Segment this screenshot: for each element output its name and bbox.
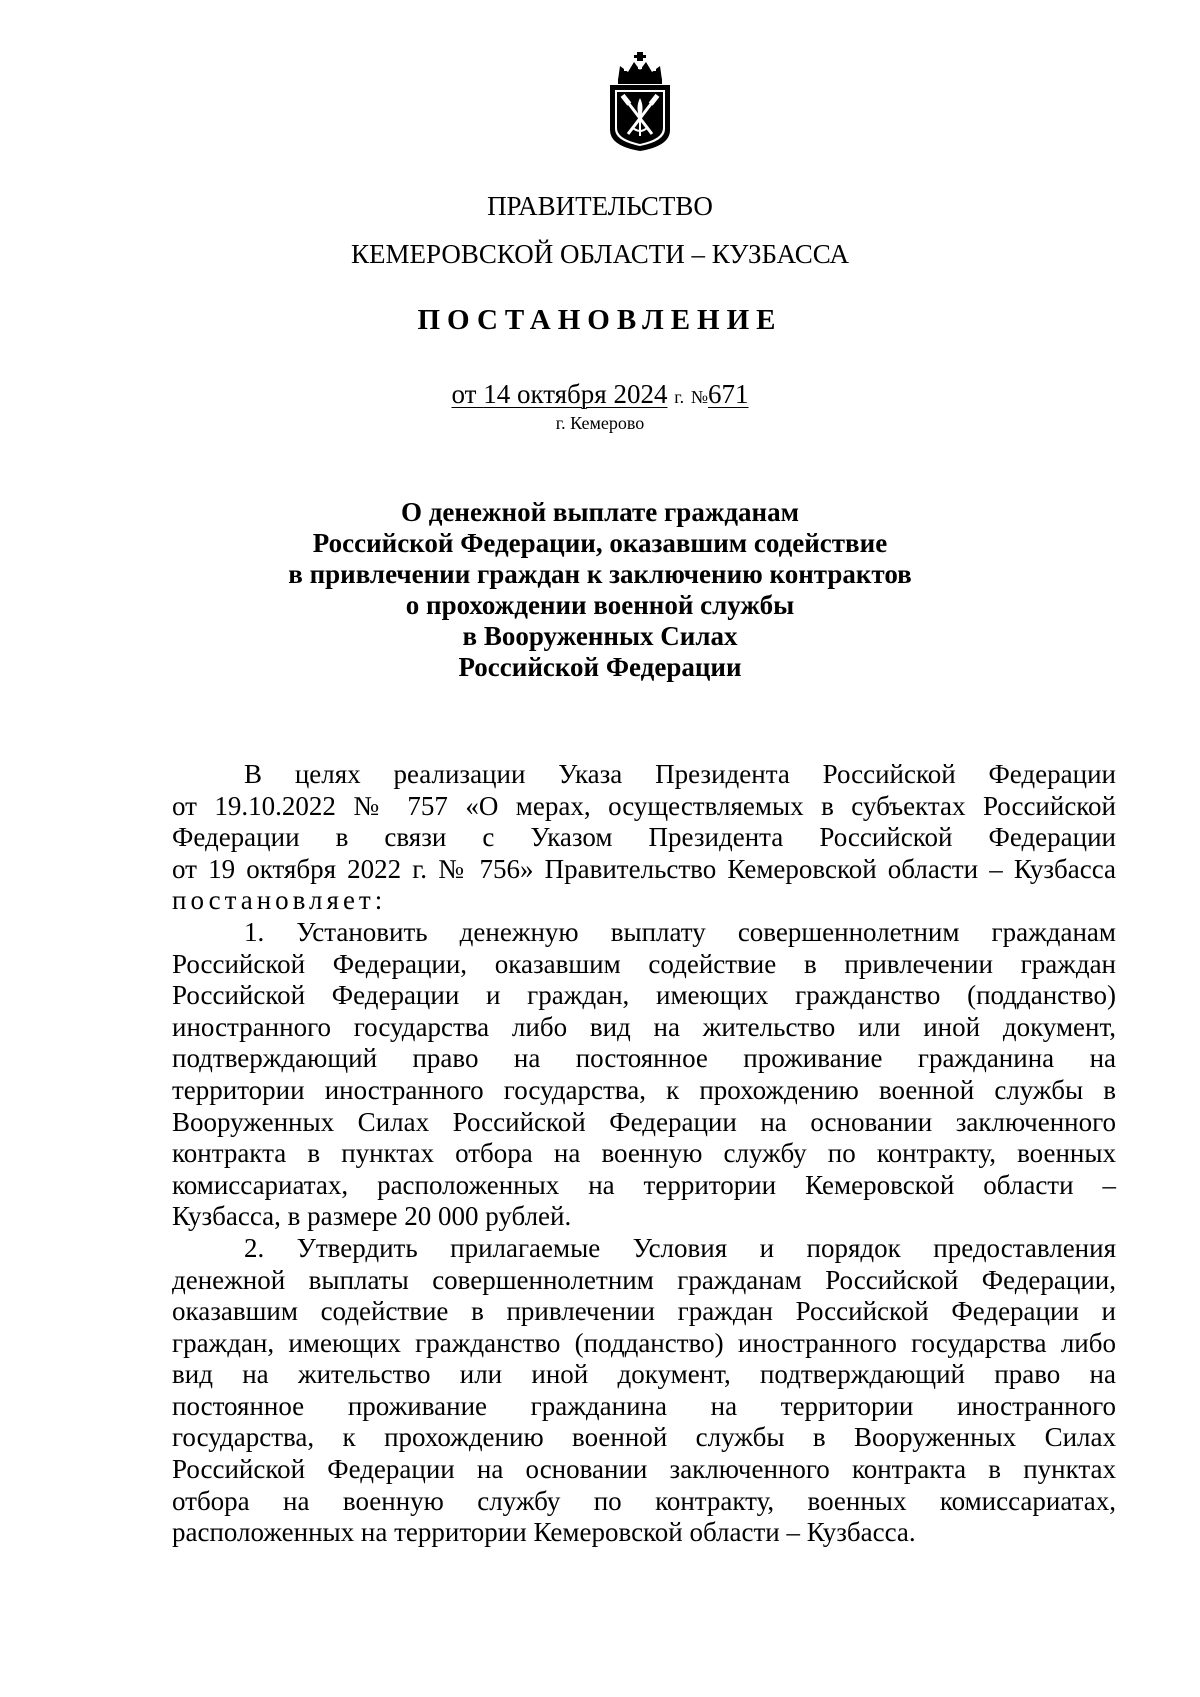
item2-line: постоянное проживание гражданина на территории иностранного [172, 1390, 1116, 1421]
item1-line: 1. Установить денежную выплату совершеннолетним гражданам [244, 916, 1116, 947]
document-type-heading: ПОСТАНОВЛЕНИЕ [417, 304, 783, 336]
item1-line: Российской Федерации, оказавшим содействие в привлечении граждан [172, 948, 1116, 979]
title-line: в привлечении граждан к заключению контрактов [288, 559, 912, 589]
date-field: от 14 октября 2024 [451, 379, 668, 409]
preamble-line: от 19 октября 2022 г. № 756» Правительство Кемеровской области – Кузбасса [172, 853, 1116, 884]
government-name-line-2: КЕМЕРОВСКОЙ ОБЛАСТИ – КУЗБАССА [351, 239, 849, 269]
title-line: О денежной выплате гражданам [401, 497, 799, 527]
title-line: о прохождении военной службы [405, 590, 795, 620]
item1-line: Вооруженных Силах Российской Федерации на основании заключенного [172, 1106, 1116, 1137]
item2-line: отбора на военную службу по контракту, военных комиссариатах, [172, 1485, 1116, 1516]
kemerovo-coat-of-arms-icon [606, 52, 674, 152]
preamble-line: от 19.10.2022 № 757 «О мерах, осуществляемых в субъектах Российской [172, 790, 1116, 821]
item1-line: иностранного государства либо вид на жительство или иной документ, [172, 1011, 1116, 1042]
item1-line: контракта в пунктах отбора на военную службу по контракту, военных [172, 1138, 1116, 1169]
item2-line: 2. Утвердить прилагаемые Условия и порядок предоставления [244, 1232, 1116, 1263]
number-sign: № [690, 387, 709, 407]
preamble-line: Федерации в связи с Указом Президента Российской Федерации [172, 822, 1116, 853]
date-number-line [0, 378, 1200, 413]
document-number: 671 [708, 379, 749, 409]
item1-line: территории иностранного государства, к прохождению военной службы в [172, 1074, 1116, 1105]
item2-line: государства, к прохождению военной службы в Вооруженных Силах [172, 1422, 1116, 1453]
document-body [172, 759, 1116, 1549]
preamble-line: В целях реализации Указа Президента Российской Федерации [244, 759, 1116, 789]
preamble-line-decree-word: постановляет: [172, 885, 387, 916]
document-title [0, 497, 1200, 683]
item1-line: Кузбасса, в размере 20 000 рублей. [172, 1201, 572, 1232]
city-label: г. Кемерово [555, 413, 645, 433]
title-line: Российской Федерации, оказавшим содействие [312, 528, 888, 558]
item2-line: оказавшим содействие в привлечении граждан Российской Федерации и [172, 1296, 1116, 1327]
item1-line: Российской Федерации и граждан, имеющих гражданство (подданство) [172, 980, 1116, 1011]
item1-line: подтверждающий право на постоянное проживание гражданина на [172, 1043, 1116, 1074]
government-name-line-1: ПРАВИТЕЛЬСТВО [487, 191, 713, 221]
title-line: Российской Федерации [458, 652, 742, 682]
title-line: в Вооруженных Силах [462, 621, 738, 651]
item1-line: комиссариатах, расположенных на территории Кемеровской области – [172, 1169, 1116, 1200]
item2-line: денежной выплаты совершеннолетним гражданам Российской Федерации, [172, 1264, 1116, 1295]
item2-line: вид на жительство или иной документ, подтверждающий право на [172, 1359, 1116, 1390]
item2-line: граждан, имеющих гражданство (подданство) иностранного государства либо [172, 1327, 1116, 1358]
year-suffix: г. [674, 387, 685, 407]
item2-line: расположенных на территории Кемеровской области – Кузбасса. [172, 1517, 916, 1548]
item2-line: Российской Федерации на основании заключенного контракта в пунктах [172, 1454, 1116, 1485]
